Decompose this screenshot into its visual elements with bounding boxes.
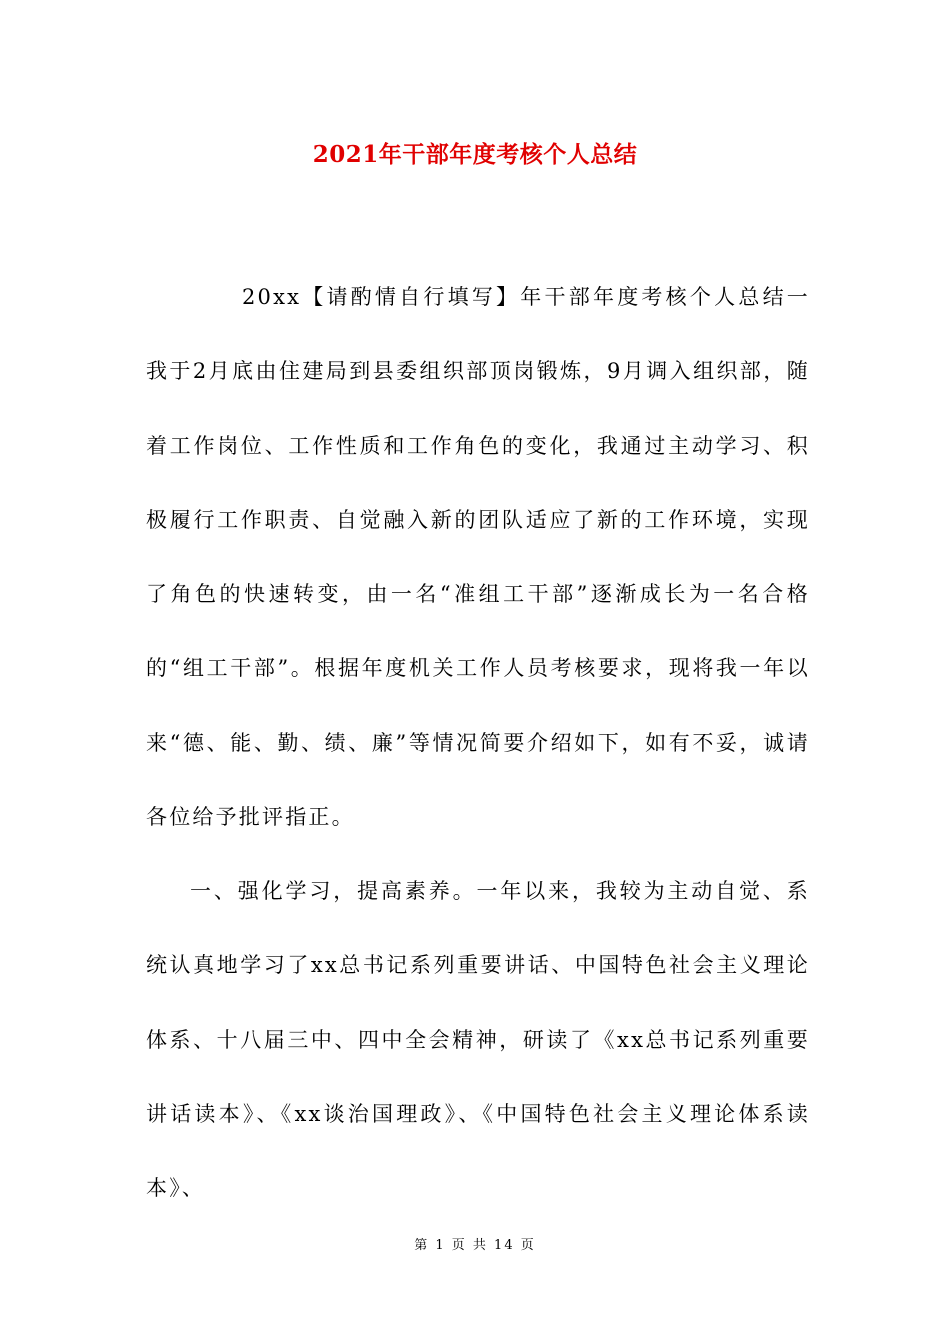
paragraph-intro: 20xx【请酌情自行填写】年干部年度考核个人总结一我于2月底由住建局到县委组织部顶岗锻炼，9月调入组织部，随着工作岗位、工作性质和工作角色的变化，我通过主动学习、积极履行工作职责、自觉融入新的团队适应了新的工作环境，实现了角色的快速转变，由一名“准组工干部”逐渐成长为一名合格的“组工干部”。根据年度机关工作人员考核要求，现将我一年以来“德、能、勤、绩、廉”等情况简要介绍如下，如有不妥，诚请各位给予批评指正。 <box>146 285 810 830</box>
document-title: 2021年干部年度考核个人总结 <box>312 141 638 168</box>
paragraph-section-one: 一、强化学习，提高素养。一年以来，我较为主动自觉、系统认真地学习了xx总书记系列重要讲话、中国特色社会主义理论体系、十八届三中、四中全会精神，研读了《xx总书记系列重要讲话读本》、《xx谈治国理政》、《中国特色社会主义理论体系读本》、 <box>146 879 810 1201</box>
page-footer: 第 1 页 共 14 页 <box>414 1238 536 1253</box>
